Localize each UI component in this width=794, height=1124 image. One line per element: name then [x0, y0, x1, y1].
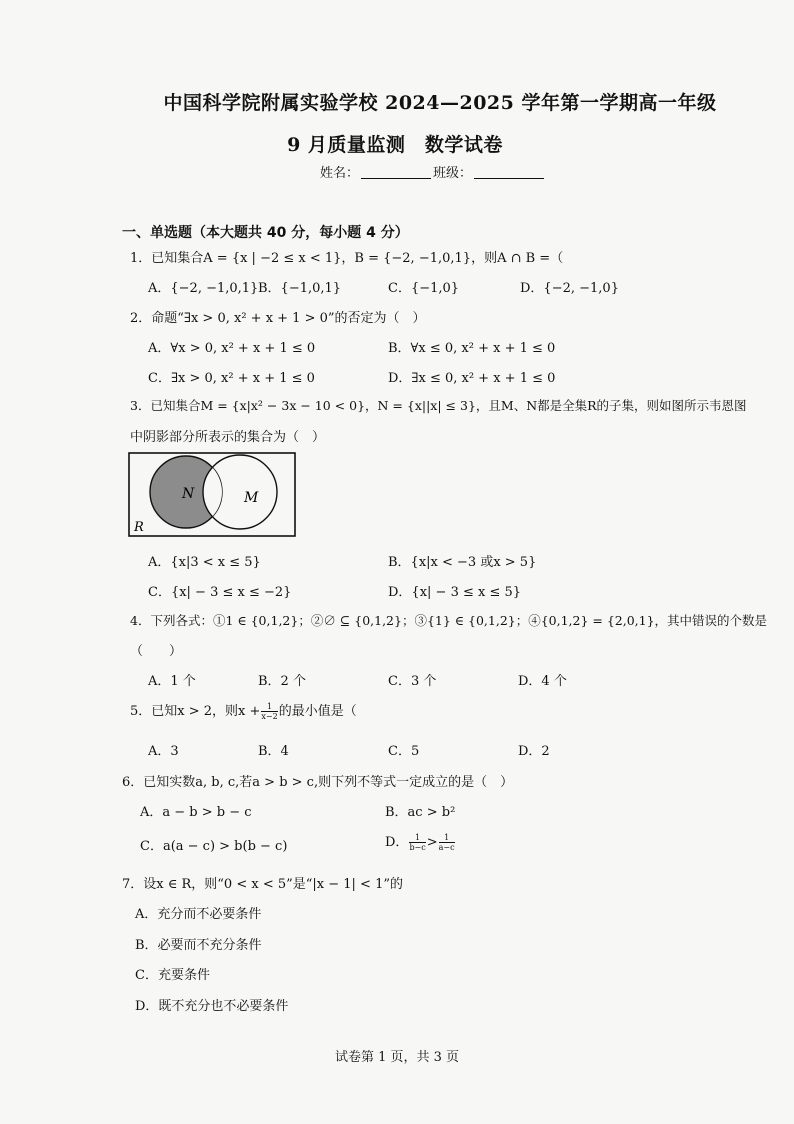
q2-option-b: B．∀x ≤ 0, x² + x + 1 ≤ 0	[388, 341, 556, 356]
q6-option-b: B．ac > b²	[385, 805, 456, 820]
name-label: 姓名：	[320, 166, 360, 181]
q6-option-d	[385, 831, 456, 852]
q6-d-label: D．	[385, 835, 409, 850]
q2-option-c: C．∃x > 0, x² + x + 1 ≤ 0	[148, 371, 315, 386]
q3-option-d: D．{x| − 3 ≤ x ≤ 5}	[388, 585, 522, 600]
q3-option-a: A．{x|3 < x ≤ 5}	[148, 555, 261, 570]
q4-stem-line1: 4．下列各式：①1 ∈ {0,1,2}；②∅ ⊆ {0,1,2}；③{1} ∈ {0,1,2}；④{0,1,2} = {2,0,1}，其中错误的个数是	[130, 613, 768, 628]
q5-option-a: A．3	[148, 744, 179, 759]
q2-stem: 2．命题“∃x > 0, x² + x + 1 > 0”的否定为（ ）	[130, 311, 426, 326]
q5-stem	[130, 700, 357, 721]
q5-frac-den: x−2	[261, 712, 278, 721]
q6-option-c: C．a(a − c) > b(b − c)	[140, 839, 288, 854]
q3-stem-line1: 3．已知集合M = {x|x² − 3x − 10 < 0}，N = {x||x| ≤ 3}，且M、N都是全集R的子集，则如图所示韦恩图	[130, 398, 747, 413]
q5-option-d: D．2	[518, 744, 550, 759]
q7-option-d: D．既不充分也不必要条件	[135, 999, 289, 1014]
q6-d-frac1-den: b−c	[409, 843, 426, 852]
q1-stem: 1．已知集合A = {x | −2 ≤ x < 1}，B = {−2, −1,0,1}，则A ∩ B =（	[130, 251, 564, 266]
q2-option-d: D．∃x ≤ 0, x² + x + 1 ≤ 0	[388, 371, 556, 386]
student-info	[320, 162, 546, 181]
section-heading: 一、单选题（本大题共 40 分，每小题 4 分）	[122, 225, 409, 241]
q4-option-d: D．4 个	[518, 674, 567, 689]
exam-title: 中国科学院附属实验学校 2024—2025 学年第一学期高一年级	[163, 92, 717, 114]
q6-d-frac1	[409, 833, 425, 852]
q4-stem-line2: （ ）	[130, 644, 183, 659]
q7-option-c: C．充要条件	[135, 968, 210, 983]
venn-diagram	[128, 452, 296, 538]
q3-option-b: B．{x|x < −3 或x > 5}	[388, 555, 537, 570]
label-r: R	[134, 520, 144, 535]
q7-option-a: A．充分而不必要条件	[135, 907, 262, 922]
q6-d-frac2-num: 1	[439, 833, 455, 843]
q5-stem-pre: 5．已知x > 2，则x +	[130, 704, 261, 719]
q6-d-frac1-num: 1	[409, 833, 425, 843]
q4-option-a: A．1 个	[148, 674, 196, 689]
q5-option-b: B．4	[258, 744, 289, 759]
q7-option-b: B．必要而不充分条件	[135, 938, 262, 953]
q4-option-b: B．2 个	[258, 674, 306, 689]
label-m: M	[244, 490, 259, 506]
q5-option-c: C．5	[388, 744, 420, 759]
q1-option-d: D．{−2, −1,0}	[520, 281, 619, 296]
q6-d-frac2	[439, 833, 455, 852]
q3-stem-line2: 中阴影部分所表示的集合为（ ）	[130, 430, 326, 445]
name-blank	[361, 166, 431, 179]
q2-option-a: A．∀x > 0, x² + x + 1 ≤ 0	[148, 341, 316, 356]
q1-option-b: B．{−1,0,1}	[258, 281, 342, 296]
q5-frac-num: 1	[261, 702, 277, 712]
q6-option-a: A．a − b > b − c	[140, 805, 252, 820]
label-n: N	[182, 486, 195, 502]
class-blank	[474, 166, 544, 179]
page-footer: 试卷第 1 页，共 3 页	[334, 1050, 460, 1065]
q1-option-a: A．{−2, −1,0,1}	[148, 281, 259, 296]
class-label: 班级：	[433, 166, 473, 181]
q6-d-frac2-den: a−c	[438, 843, 455, 852]
q1-option-c: C．{−1,0}	[388, 281, 460, 296]
q6-d-gt: >	[426, 835, 438, 850]
q5-stem-post: 的最小值是（	[278, 704, 357, 719]
q4-option-c: C．3 个	[388, 674, 437, 689]
q3-option-c: C．{x| − 3 ≤ x ≤ −2}	[148, 585, 292, 600]
q6-stem: 6．已知实数a, b, c,若a > b > c,则下列不等式一定成立的是（ ）	[122, 775, 514, 790]
q5-fraction	[261, 702, 277, 721]
exam-subtitle: 9 月质量监测 数学试卷	[287, 134, 503, 156]
q7-stem: 7．设x ∈ R，则“0 < x < 5”是“|x − 1| < 1”的	[122, 877, 403, 892]
